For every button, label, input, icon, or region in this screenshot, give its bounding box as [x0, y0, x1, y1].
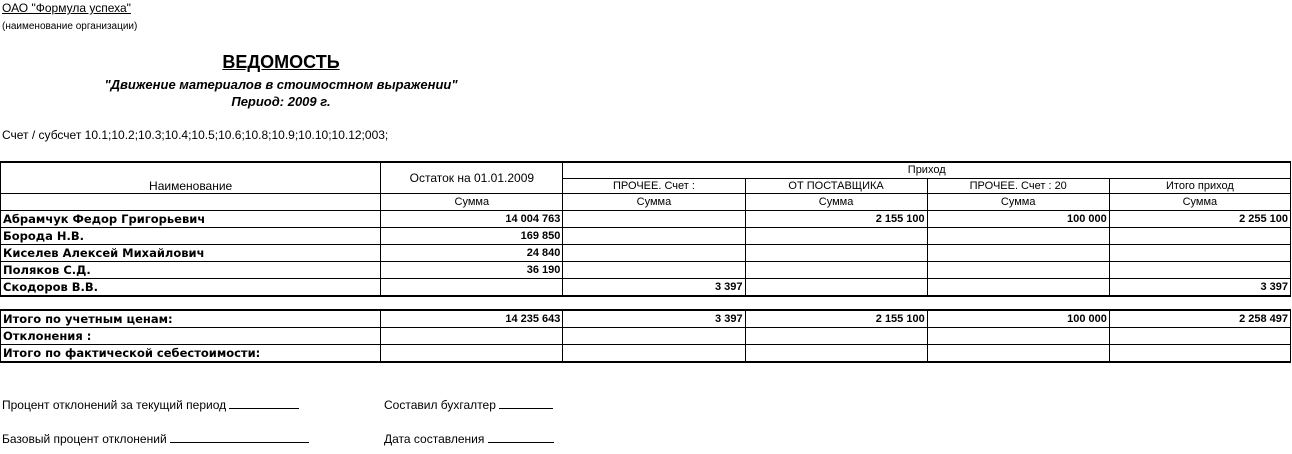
deviation-current-field	[2, 396, 299, 412]
column-sum-label-supplier: Сумма	[745, 194, 927, 211]
row-income-other20: 100 000	[927, 211, 1109, 228]
row-name: Киселев Алексей Михайлович	[1, 245, 381, 262]
row-income-total	[1109, 228, 1290, 245]
totals-income-other: 3 397	[563, 310, 745, 328]
deviation-base-field	[2, 430, 309, 446]
row-income-other	[563, 228, 745, 245]
column-header-balance: Остаток на 01.01.2009	[381, 162, 563, 194]
table-row	[1, 245, 1291, 262]
totals-income-other	[563, 328, 745, 345]
compiled-by-blank	[499, 396, 553, 409]
deviation-current-label: Процент отклонений за текущий период	[2, 398, 227, 412]
row-income-other20	[927, 262, 1109, 279]
totals-income-total: 2 258 497	[1109, 310, 1290, 328]
totals-row	[1, 345, 1291, 363]
column-header-income-other20: ПРОЧЕЕ. Счет : 20	[927, 178, 1109, 194]
account-line: Счет / субсчет 10.1;10.2;10.3;10.4;10.5;10.6;10.8;10.9;10.10;10.12;003;	[2, 128, 389, 142]
table-row	[1, 211, 1291, 228]
row-balance: 14 004 763	[381, 211, 563, 228]
statement-table	[0, 161, 1291, 297]
row-income-other20	[927, 228, 1109, 245]
compiled-by-field	[384, 396, 553, 412]
totals-row	[1, 310, 1291, 328]
row-balance: 36 190	[381, 262, 563, 279]
totals-table	[0, 309, 1291, 363]
column-sum-label-other20: Сумма	[927, 194, 1109, 211]
table-row	[1, 262, 1291, 279]
row-income-total: 3 397	[1109, 279, 1290, 297]
row-name: Поляков С.Д.	[1, 262, 381, 279]
totals-income-supplier	[745, 328, 927, 345]
organization-note: (наименование организации)	[2, 21, 138, 32]
column-header-income-other: ПРОЧЕЕ. Счет :	[563, 178, 745, 194]
totals-income-supplier	[745, 345, 927, 363]
totals-income-other20	[927, 328, 1109, 345]
compile-date-blank	[488, 430, 554, 443]
column-sum-label-name	[1, 194, 381, 211]
row-balance	[381, 279, 563, 297]
row-income-supplier	[745, 262, 927, 279]
table-row	[1, 279, 1291, 297]
totals-balance: 14 235 643	[381, 310, 563, 328]
row-income-other	[563, 245, 745, 262]
totals-balance	[381, 345, 563, 363]
totals-label: Итого по фактической себестоимости:	[1, 345, 381, 363]
column-header-name: Наименование	[1, 162, 381, 194]
row-income-other20	[927, 245, 1109, 262]
row-income-total: 2 255 100	[1109, 211, 1290, 228]
totals-income-total	[1109, 328, 1290, 345]
table-row	[1, 228, 1291, 245]
column-header-income-total: Итого приход	[1109, 178, 1290, 194]
organization-name: ОАО "Формула успеха"	[2, 1, 131, 15]
document-title: ВЕДОМОСТЬ	[222, 52, 340, 72]
row-balance: 24 840	[381, 245, 563, 262]
deviation-base-label: Базовый процент отклонений	[2, 432, 167, 446]
totals-income-total	[1109, 345, 1290, 363]
row-income-other	[563, 262, 745, 279]
totals-balance	[381, 328, 563, 345]
row-income-other: 3 397	[563, 279, 745, 297]
row-income-other20	[927, 279, 1109, 297]
totals-income-other	[563, 345, 745, 363]
row-income-total	[1109, 245, 1290, 262]
row-income-supplier	[745, 279, 927, 297]
totals-label: Итого по учетным ценам:	[1, 310, 381, 328]
row-income-supplier: 2 155 100	[745, 211, 927, 228]
document-period: Период: 2009 г.	[231, 94, 331, 109]
compile-date-field	[384, 430, 554, 446]
row-name: Борода Н.В.	[1, 228, 381, 245]
row-income-supplier	[745, 228, 927, 245]
row-income-supplier	[745, 245, 927, 262]
totals-income-supplier: 2 155 100	[745, 310, 927, 328]
row-income-total	[1109, 262, 1290, 279]
row-balance: 169 850	[381, 228, 563, 245]
column-sum-label-total: Сумма	[1109, 194, 1290, 211]
compiled-by-label: Составил бухгалтер	[384, 398, 496, 412]
deviation-current-blank	[229, 396, 299, 409]
row-name: Абрамчук Федор Григорьевич	[1, 211, 381, 228]
totals-income-other20: 100 000	[927, 310, 1109, 328]
totals-row	[1, 328, 1291, 345]
column-sum-label-other: Сумма	[563, 194, 745, 211]
compile-date-label: Дата составления	[384, 432, 485, 446]
totals-income-other20	[927, 345, 1109, 363]
document-subtitle: "Движение материалов в стоимостном выражении"	[104, 77, 458, 92]
column-header-income: Приход	[563, 162, 1291, 178]
column-header-income-supplier: ОТ ПОСТАВЩИКА	[745, 178, 927, 194]
totals-label: Отклонения :	[1, 328, 381, 345]
column-sum-label-balance: Сумма	[381, 194, 563, 211]
row-income-other	[563, 211, 745, 228]
deviation-base-blank	[170, 430, 309, 443]
row-name: Скодоров В.В.	[1, 279, 381, 297]
